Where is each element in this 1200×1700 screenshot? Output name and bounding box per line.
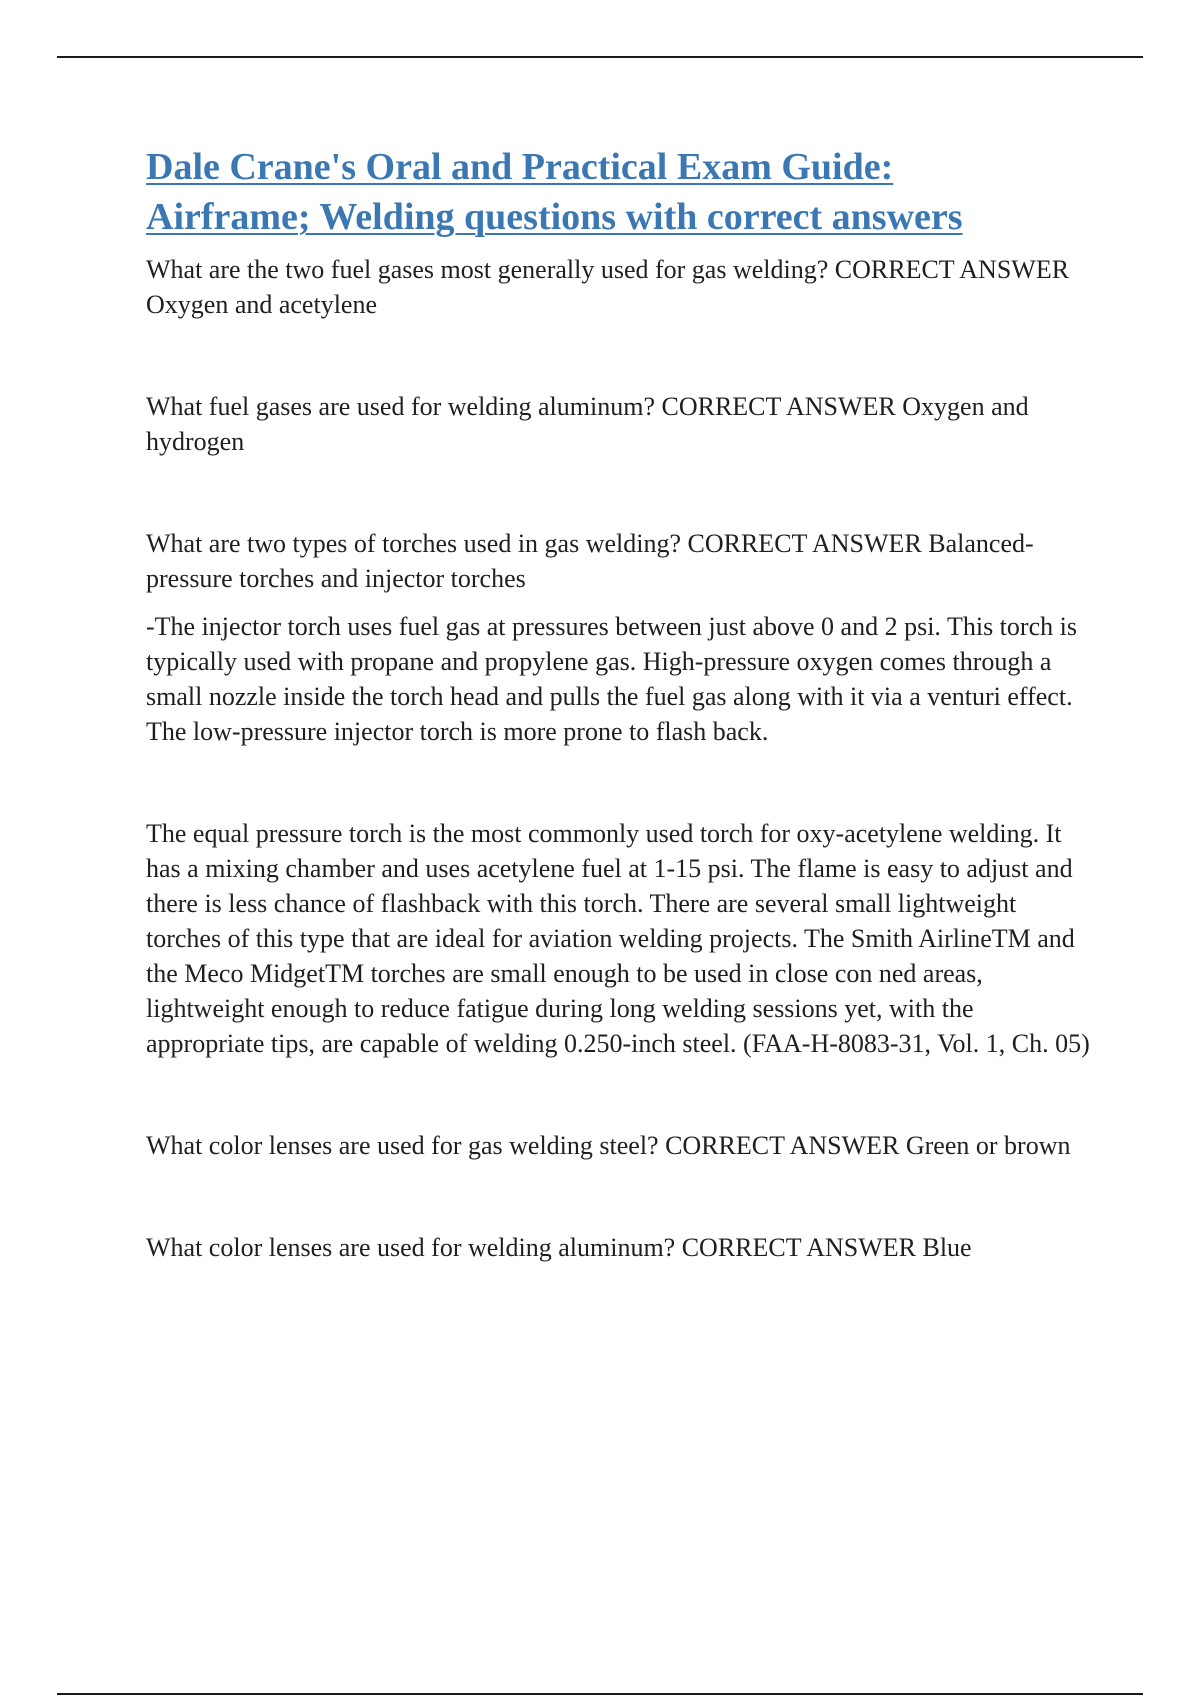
top-rule [57,56,1143,58]
qa-torch-types: What are two types of torches used in gas welding? CORRECT ANSWER Balanced-pressure torches and injector torches [146,529,1034,593]
document-title [146,142,1096,242]
qa-fuel-gases: What are the two fuel gases most generally used for gas welding? CORRECT ANSWER Oxygen and acetylene [146,255,1070,319]
bottom-rule [57,1693,1143,1695]
title-line-1: Dale Crane's Oral and Practical Exam Guide: [146,146,894,188]
qa-aluminum-lens-color: What color lenses are used for welding aluminum? CORRECT ANSWER Blue [146,1233,972,1262]
equal-pressure-torch-note: The equal pressure torch is the most commonly used torch for oxy-acetylene welding. It has a mixing chamber and uses acetylene fuel at 1-15 psi. The flame is easy to adjust and there is less chance of flashback with this torch. There are several small lightweight torches of this type that are ideal for aviation welding projects. The Smith AirlineTM and the Meco MidgetTM torches are small enough to be used in close con ned areas, lightweight enough to reduce fatigue during long welding sessions yet, with the appropriate tips, are capable of welding 0.250-inch steel. (FAA-H-8083-31, Vol. 1, Ch. 05) [146,819,1090,1058]
title-line-2: Airframe; Welding questions with correct answers [146,196,963,238]
injector-torch-note: -The injector torch uses fuel gas at pressures between just above 0 and 2 psi. This torch is typically used with propane and propylene gas. High-pressure oxygen comes through a small nozzle inside the torch head and pulls the fuel gas along with it via a venturi effect. The low-pressure injector torch is more prone to flash back. [146,612,1077,746]
qa-aluminum-fuel-gases: What fuel gases are used for welding aluminum? CORRECT ANSWER Oxygen and hydrogen [146,392,1029,456]
qa-steel-lens-color: What color lenses are used for gas welding steel? CORRECT ANSWER Green or brown [146,1131,1071,1160]
document-body [146,142,1096,1265]
